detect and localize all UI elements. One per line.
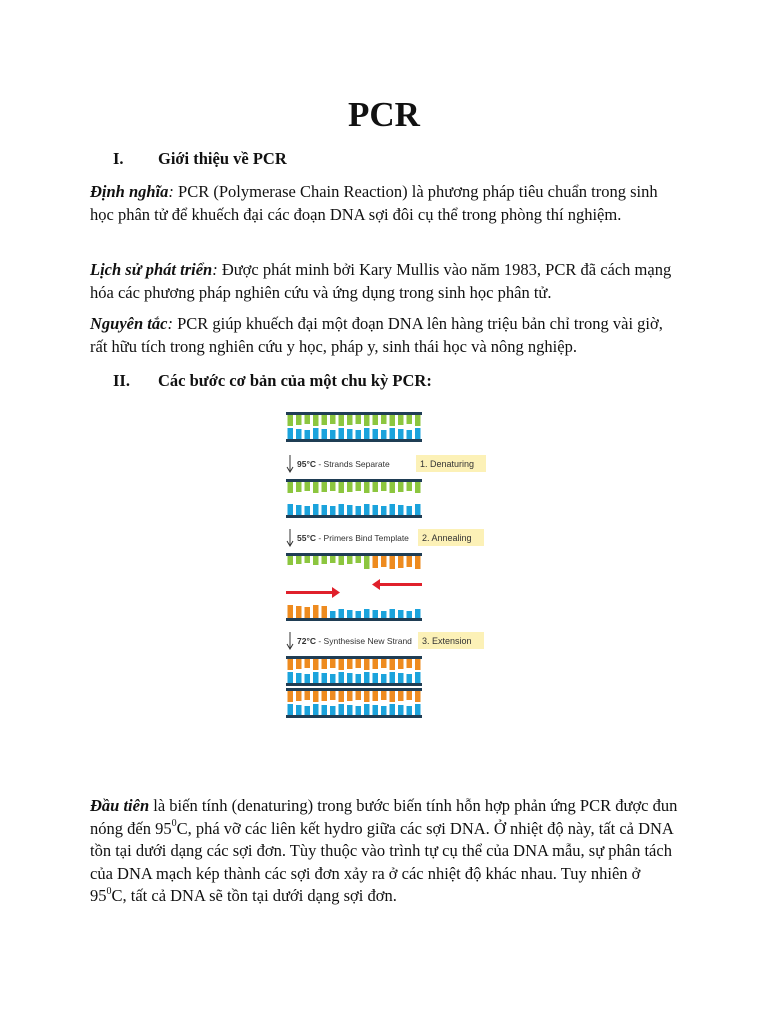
nucleotide bbox=[330, 659, 336, 668]
nucleotide bbox=[339, 691, 345, 702]
nucleotide bbox=[330, 430, 336, 439]
nucleotide bbox=[390, 659, 396, 670]
step-temp: 72°C bbox=[297, 636, 316, 646]
nucleotide bbox=[415, 659, 421, 670]
page-title: PCR bbox=[348, 95, 420, 134]
nucleotide bbox=[296, 429, 302, 439]
nucleotide bbox=[296, 691, 302, 701]
nucleotide bbox=[288, 415, 294, 426]
nucleotide bbox=[407, 430, 413, 439]
section-number: II. bbox=[113, 371, 130, 390]
section-heading-1 bbox=[113, 148, 287, 170]
step-annealing-row bbox=[287, 529, 484, 546]
nucleotide bbox=[373, 556, 379, 568]
nucleotide bbox=[364, 482, 370, 493]
nucleotide bbox=[330, 674, 336, 683]
nucleotide bbox=[339, 672, 345, 683]
step-label: 3. Extension bbox=[422, 636, 472, 646]
nucleotide bbox=[339, 428, 345, 439]
nucleotide bbox=[322, 429, 328, 439]
nucleotide bbox=[296, 556, 302, 564]
principle-term: Nguyên tắc bbox=[90, 314, 168, 333]
nucleotide bbox=[381, 482, 387, 491]
nucleotide bbox=[296, 505, 302, 515]
step-desc: - Strands Separate bbox=[316, 459, 390, 469]
dna-backbone bbox=[286, 553, 422, 556]
nucleotide bbox=[398, 673, 404, 683]
definition-colon: : bbox=[168, 182, 174, 201]
dna-backbone bbox=[286, 439, 422, 442]
nucleotide bbox=[347, 482, 353, 492]
dna-strands bbox=[286, 412, 422, 718]
nucleotide bbox=[398, 429, 404, 439]
history-text: Được phát minh bởi Kary Mullis vào năm 1983, PCR đã cách mạng hóa các phương pháp nghiên cứu và ứng dụng trong sinh học phân tử. bbox=[90, 260, 672, 302]
nucleotide bbox=[305, 482, 311, 491]
dna-backbone bbox=[286, 412, 422, 415]
nucleotide bbox=[322, 505, 328, 515]
nucleotide bbox=[330, 611, 336, 618]
nucleotide bbox=[347, 415, 353, 425]
nucleotide bbox=[322, 705, 328, 715]
step-desc: - Synthesise New Strand bbox=[316, 636, 412, 646]
nucleotide bbox=[356, 556, 362, 563]
section-heading-2 bbox=[113, 370, 432, 392]
nucleotide bbox=[305, 556, 311, 563]
dna-backbone bbox=[286, 479, 422, 482]
pcr-diagram bbox=[276, 405, 500, 735]
definition-paragraph bbox=[90, 181, 680, 226]
nucleotide bbox=[390, 609, 396, 618]
nucleotide bbox=[356, 706, 362, 715]
nucleotide bbox=[381, 706, 387, 715]
principle-colon: : bbox=[167, 314, 173, 333]
nucleotide bbox=[356, 506, 362, 515]
nucleotide bbox=[313, 428, 319, 439]
nucleotide bbox=[347, 691, 353, 701]
nucleotide bbox=[390, 556, 396, 569]
nucleotide bbox=[288, 504, 294, 515]
nucleotide bbox=[398, 415, 404, 425]
step-temp: 95°C bbox=[297, 459, 316, 469]
nucleotide bbox=[347, 556, 353, 564]
nucleotide bbox=[356, 415, 362, 424]
nucleotide bbox=[313, 605, 319, 618]
step-extension-row bbox=[287, 632, 484, 649]
nucleotide bbox=[322, 659, 328, 669]
nucleotide bbox=[322, 673, 328, 683]
first-term: Đầu tiên bbox=[90, 796, 150, 815]
nucleotide bbox=[415, 504, 421, 515]
section-heading-text: Các bước cơ bản của một chu kỳ PCR: bbox=[158, 371, 432, 390]
nucleotide bbox=[322, 556, 328, 564]
nucleotide bbox=[373, 610, 379, 618]
nucleotide bbox=[373, 505, 379, 515]
first-step-paragraph bbox=[90, 795, 680, 908]
nucleotide bbox=[407, 506, 413, 515]
nucleotide bbox=[322, 415, 328, 425]
nucleotide bbox=[407, 611, 413, 618]
first-text-2: C, phá vỡ các liên kết hydro giữa các sợi DNA. Ở nhiệt độ này, tất cả DNA tồn tại dưới dạng các sợi đơn. Tùy thuộc vào trình tự cụ thể của DNA mẫu, sự phân tách của DNA mạch kép thành các sợi đơn xảy ra ở các nhiệt độ khác nhau. Tuy nhiên ở 95 bbox=[90, 818, 673, 906]
dna-backbone bbox=[286, 656, 422, 659]
nucleotide bbox=[313, 415, 319, 426]
nucleotide bbox=[339, 504, 345, 515]
nucleotide bbox=[407, 674, 413, 683]
svg-text:95°C - Strands Separate bbox=[297, 459, 390, 469]
nucleotide bbox=[288, 659, 294, 670]
nucleotide bbox=[313, 482, 319, 493]
nucleotide bbox=[313, 659, 319, 670]
step-desc: - Primers Bind Template bbox=[316, 533, 409, 543]
definition-text: PCR (Polymerase Chain Reaction) là phương pháp tiêu chuẩn trong sinh học phân tử để khuếch đại các đoạn DNA sợi đôi cụ thể trong phòng thí nghiệm. bbox=[90, 182, 658, 224]
nucleotide bbox=[288, 704, 294, 715]
nucleotide bbox=[305, 691, 311, 700]
step-denaturing-row bbox=[287, 455, 486, 472]
nucleotide bbox=[381, 430, 387, 439]
nucleotide bbox=[390, 672, 396, 683]
superscript: 0 bbox=[171, 818, 177, 830]
nucleotide bbox=[288, 482, 294, 493]
nucleotide bbox=[347, 505, 353, 515]
nucleotide bbox=[373, 482, 379, 492]
nucleotide bbox=[322, 606, 328, 618]
nucleotide bbox=[381, 506, 387, 515]
nucleotide bbox=[398, 659, 404, 669]
nucleotide bbox=[305, 659, 311, 668]
nucleotide bbox=[313, 556, 319, 565]
primer-arrow-icon bbox=[372, 579, 380, 590]
nucleotide bbox=[390, 504, 396, 515]
nucleotide bbox=[330, 691, 336, 700]
nucleotide bbox=[339, 659, 345, 670]
nucleotide bbox=[313, 691, 319, 702]
nucleotide bbox=[373, 415, 379, 425]
nucleotide bbox=[407, 415, 413, 424]
nucleotide bbox=[398, 482, 404, 492]
nucleotide bbox=[330, 556, 336, 563]
nucleotide bbox=[313, 672, 319, 683]
pcr-cycle-figure bbox=[276, 405, 500, 735]
nucleotide bbox=[364, 704, 370, 715]
nucleotide bbox=[398, 691, 404, 701]
nucleotide bbox=[373, 691, 379, 701]
nucleotide bbox=[373, 429, 379, 439]
step-temp: 55°C bbox=[297, 533, 316, 543]
nucleotide bbox=[356, 674, 362, 683]
nucleotide bbox=[347, 429, 353, 439]
nucleotide bbox=[347, 673, 353, 683]
section-heading-text: Giới thiệu về PCR bbox=[158, 149, 287, 168]
primer-arrow-line bbox=[380, 583, 422, 586]
principle-text: PCR giúp khuếch đại một đoạn DNA lên hàng triệu bản chỉ trong vài giờ, rất hữu tích trong nghiên cứu y học, pháp y, sinh thái học và nông nghiệp. bbox=[90, 314, 663, 356]
nucleotide bbox=[364, 691, 370, 702]
nucleotide bbox=[415, 415, 421, 426]
nucleotide bbox=[407, 659, 413, 668]
nucleotide bbox=[398, 610, 404, 618]
nucleotide bbox=[390, 428, 396, 439]
nucleotide bbox=[296, 659, 302, 669]
nucleotide bbox=[330, 482, 336, 491]
nucleotide bbox=[390, 704, 396, 715]
nucleotide bbox=[322, 691, 328, 701]
svg-text:72°C - Synthesise New Strand bbox=[297, 636, 412, 646]
nucleotide bbox=[364, 672, 370, 683]
nucleotide bbox=[339, 556, 345, 565]
nucleotide bbox=[398, 556, 404, 568]
nucleotide bbox=[407, 556, 413, 567]
nucleotide bbox=[339, 609, 345, 618]
nucleotide bbox=[330, 415, 336, 424]
nucleotide bbox=[356, 482, 362, 491]
nucleotide bbox=[373, 673, 379, 683]
nucleotide bbox=[288, 556, 294, 565]
svg-text:55°C - Primers Bind Template bbox=[297, 533, 409, 543]
nucleotide bbox=[339, 415, 345, 426]
nucleotide bbox=[398, 505, 404, 515]
nucleotide bbox=[305, 506, 311, 515]
nucleotide bbox=[407, 691, 413, 700]
nucleotide bbox=[364, 556, 370, 569]
nucleotide bbox=[339, 482, 345, 493]
nucleotide bbox=[381, 556, 387, 567]
step-label: 1. Denaturing bbox=[420, 459, 475, 469]
first-text-1: là biến tính (denaturing) trong bước biến tính hỗn hợp phản ứng PCR được đun nóng đến 95 bbox=[90, 796, 678, 838]
nucleotide bbox=[390, 482, 396, 493]
nucleotide bbox=[330, 506, 336, 515]
nucleotide bbox=[415, 609, 421, 618]
nucleotide bbox=[381, 611, 387, 618]
nucleotide bbox=[415, 482, 421, 493]
nucleotide bbox=[296, 673, 302, 683]
dna-backbone bbox=[286, 683, 422, 686]
nucleotide bbox=[356, 430, 362, 439]
nucleotide bbox=[330, 706, 336, 715]
dna-backbone bbox=[286, 618, 422, 621]
nucleotide bbox=[288, 672, 294, 683]
nucleotide bbox=[296, 415, 302, 425]
nucleotide bbox=[296, 482, 302, 492]
nucleotide bbox=[415, 428, 421, 439]
nucleotide bbox=[364, 428, 370, 439]
nucleotide bbox=[364, 609, 370, 618]
nucleotide bbox=[390, 691, 396, 702]
nucleotide bbox=[305, 607, 311, 618]
step-label: 2. Annealing bbox=[422, 533, 472, 543]
nucleotide bbox=[381, 659, 387, 668]
primer-arrow-icon bbox=[332, 587, 340, 598]
nucleotide bbox=[339, 704, 345, 715]
superscript: 0 bbox=[106, 885, 112, 897]
nucleotide bbox=[296, 705, 302, 715]
nucleotide bbox=[364, 659, 370, 670]
nucleotide bbox=[364, 504, 370, 515]
nucleotide bbox=[356, 611, 362, 618]
nucleotide bbox=[407, 706, 413, 715]
nucleotide bbox=[373, 705, 379, 715]
nucleotide bbox=[407, 482, 413, 491]
nucleotide bbox=[347, 659, 353, 669]
history-colon: : bbox=[212, 260, 218, 279]
nucleotide bbox=[381, 674, 387, 683]
nucleotide bbox=[322, 482, 328, 492]
nucleotide bbox=[356, 659, 362, 668]
nucleotide bbox=[288, 691, 294, 702]
dna-backbone bbox=[286, 715, 422, 718]
nucleotide bbox=[296, 606, 302, 618]
nucleotide bbox=[305, 415, 311, 424]
nucleotide bbox=[390, 415, 396, 426]
nucleotide bbox=[415, 556, 421, 569]
nucleotide bbox=[347, 610, 353, 618]
nucleotide bbox=[415, 691, 421, 702]
first-text-3: C, tất cả DNA sẽ tồn tại dưới dạng sợi đơn. bbox=[111, 886, 397, 906]
nucleotide bbox=[356, 691, 362, 700]
section-number: I. bbox=[113, 149, 124, 168]
nucleotide bbox=[305, 706, 311, 715]
principle-paragraph bbox=[90, 313, 680, 358]
nucleotide bbox=[373, 659, 379, 669]
nucleotide bbox=[364, 415, 370, 426]
nucleotide bbox=[381, 415, 387, 424]
nucleotide bbox=[288, 605, 294, 618]
dna-backbone bbox=[286, 688, 422, 691]
nucleotide bbox=[313, 504, 319, 515]
primer-arrow-line bbox=[286, 591, 332, 594]
nucleotide bbox=[398, 705, 404, 715]
definition-term: Định nghĩa bbox=[90, 182, 169, 201]
dna-backbone bbox=[286, 515, 422, 518]
nucleotide bbox=[305, 674, 311, 683]
history-paragraph bbox=[90, 259, 680, 304]
history-term: Lịch sử phát triển bbox=[90, 260, 213, 279]
nucleotide bbox=[305, 430, 311, 439]
nucleotide bbox=[415, 672, 421, 683]
nucleotide bbox=[347, 705, 353, 715]
nucleotide bbox=[313, 704, 319, 715]
nucleotide bbox=[415, 704, 421, 715]
nucleotide bbox=[381, 691, 387, 700]
nucleotide bbox=[288, 428, 294, 439]
